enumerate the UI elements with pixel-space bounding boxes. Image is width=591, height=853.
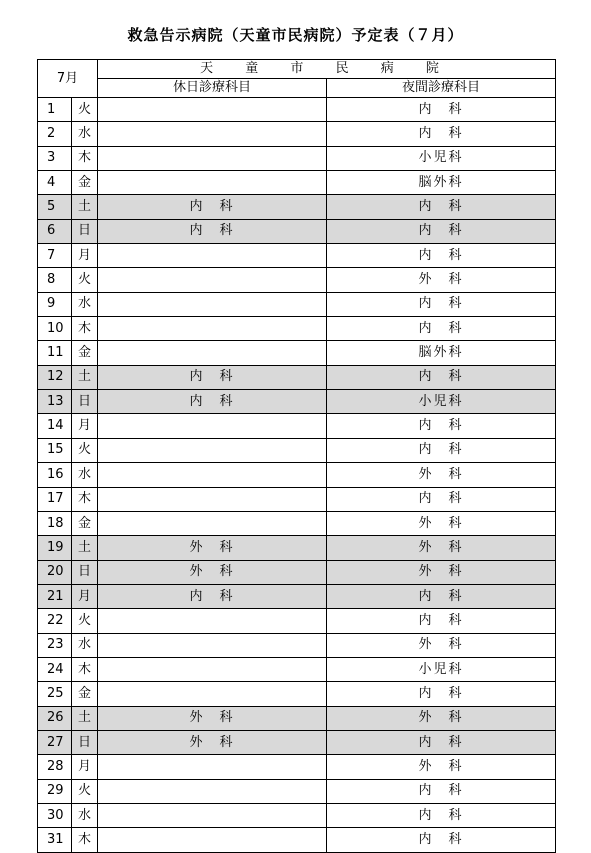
- weekday-cell: 木: [72, 317, 98, 341]
- weekday-cell: 水: [72, 122, 98, 146]
- night-dept-cell: 外 科: [327, 268, 556, 292]
- weekday-cell: 木: [72, 657, 98, 681]
- weekday-cell: 月: [72, 755, 98, 779]
- night-dept-cell: 外 科: [327, 706, 556, 730]
- day-cell: 27: [38, 730, 72, 754]
- table-row: [38, 219, 556, 243]
- weekday-cell: 土: [72, 706, 98, 730]
- weekday-cell: 金: [72, 511, 98, 535]
- day-cell: 22: [38, 609, 72, 633]
- table-row: [38, 487, 556, 511]
- page-title: 救急告示病院（天童市民病院）予定表（７月）: [127, 26, 464, 44]
- schedule-body: [38, 60, 556, 853]
- table-row: [38, 584, 556, 608]
- table-row: [38, 657, 556, 681]
- day-cell: 23: [38, 633, 72, 657]
- night-dept-cell: 外 科: [327, 755, 556, 779]
- day-cell: 20: [38, 560, 72, 584]
- holiday-dept-cell: [98, 511, 327, 535]
- holiday-dept-cell: [98, 317, 327, 341]
- weekday-cell: 水: [72, 463, 98, 487]
- night-dept-cell: 内 科: [327, 779, 556, 803]
- night-dept-cell: 内 科: [327, 487, 556, 511]
- weekday-cell: 土: [72, 365, 98, 389]
- day-cell: 11: [38, 341, 72, 365]
- night-dept-cell: 内 科: [327, 682, 556, 706]
- weekday-cell: 木: [72, 487, 98, 511]
- table-row: [38, 730, 556, 754]
- holiday-dept-cell: [98, 438, 327, 462]
- day-cell: 6: [38, 219, 72, 243]
- table-row: [38, 609, 556, 633]
- holiday-dept-cell: 外 科: [98, 730, 327, 754]
- day-cell: 9: [38, 292, 72, 316]
- table-row: [38, 511, 556, 535]
- day-cell: 5: [38, 195, 72, 219]
- night-dept-cell: 内 科: [327, 365, 556, 389]
- day-cell: 17: [38, 487, 72, 511]
- night-column-header: 夜間診療科目: [327, 79, 556, 98]
- table-row: [38, 171, 556, 195]
- night-dept-cell: 内 科: [327, 122, 556, 146]
- holiday-dept-cell: 内 科: [98, 219, 327, 243]
- night-dept-cell: 外 科: [327, 536, 556, 560]
- table-row: [38, 414, 556, 438]
- table-row: [38, 560, 556, 584]
- table-row: [38, 317, 556, 341]
- table-row: [38, 682, 556, 706]
- hospital-header: [98, 60, 556, 79]
- day-cell: 29: [38, 779, 72, 803]
- day-cell: 3: [38, 146, 72, 170]
- night-dept-cell: 内 科: [327, 98, 556, 122]
- holiday-dept-cell: [98, 146, 327, 170]
- weekday-cell: 金: [72, 171, 98, 195]
- day-cell: 19: [38, 536, 72, 560]
- weekday-cell: 日: [72, 560, 98, 584]
- weekday-cell: 日: [72, 219, 98, 243]
- day-cell: 26: [38, 706, 72, 730]
- weekday-cell: 日: [72, 730, 98, 754]
- holiday-dept-cell: 内 科: [98, 584, 327, 608]
- night-dept-cell: 内 科: [327, 219, 556, 243]
- holiday-dept-cell: 外 科: [98, 706, 327, 730]
- day-cell: 13: [38, 390, 72, 414]
- weekday-cell: 火: [72, 779, 98, 803]
- table-row: [38, 438, 556, 462]
- weekday-cell: 木: [72, 828, 98, 852]
- night-dept-cell: 小児科: [327, 146, 556, 170]
- holiday-dept-cell: [98, 609, 327, 633]
- weekday-cell: 土: [72, 536, 98, 560]
- table-row: [38, 463, 556, 487]
- weekday-cell: 水: [72, 803, 98, 827]
- day-cell: 16: [38, 463, 72, 487]
- header-row-hospital: [38, 60, 556, 79]
- holiday-dept-cell: [98, 122, 327, 146]
- table-row: [38, 828, 556, 852]
- holiday-dept-cell: 内 科: [98, 390, 327, 414]
- holiday-dept-cell: [98, 487, 327, 511]
- night-dept-cell: 外 科: [327, 560, 556, 584]
- night-dept-cell: 外 科: [327, 511, 556, 535]
- weekday-cell: 火: [72, 98, 98, 122]
- night-dept-cell: 内 科: [327, 609, 556, 633]
- weekday-cell: 火: [72, 268, 98, 292]
- schedule-table: [37, 59, 556, 853]
- holiday-dept-cell: [98, 682, 327, 706]
- night-dept-cell: 内 科: [327, 292, 556, 316]
- night-dept-cell: 内 科: [327, 584, 556, 608]
- holiday-dept-cell: [98, 268, 327, 292]
- night-dept-cell: 内 科: [327, 414, 556, 438]
- weekday-cell: 月: [72, 584, 98, 608]
- weekday-cell: 火: [72, 609, 98, 633]
- table-row: [38, 706, 556, 730]
- holiday-dept-cell: [98, 657, 327, 681]
- holiday-dept-cell: [98, 292, 327, 316]
- table-row: [38, 390, 556, 414]
- night-dept-cell: 小児科: [327, 657, 556, 681]
- holiday-dept-cell: [98, 803, 327, 827]
- hospital-name: 天 童 市 民 病 院: [200, 61, 453, 76]
- table-row: [38, 244, 556, 268]
- day-cell: 4: [38, 171, 72, 195]
- night-dept-cell: 脳外科: [327, 171, 556, 195]
- holiday-column-header: 休日診療科目: [98, 79, 327, 98]
- table-row: [38, 292, 556, 316]
- holiday-dept-cell: [98, 414, 327, 438]
- table-row: [38, 803, 556, 827]
- weekday-cell: 金: [72, 682, 98, 706]
- day-cell: 1: [38, 98, 72, 122]
- holiday-dept-cell: 内 科: [98, 365, 327, 389]
- holiday-dept-cell: [98, 755, 327, 779]
- holiday-dept-cell: 外 科: [98, 536, 327, 560]
- holiday-dept-cell: [98, 633, 327, 657]
- holiday-dept-cell: 外 科: [98, 560, 327, 584]
- day-cell: 12: [38, 365, 72, 389]
- table-row: [38, 195, 556, 219]
- holiday-dept-cell: [98, 828, 327, 852]
- month-header: 7月: [38, 60, 98, 98]
- weekday-cell: 火: [72, 438, 98, 462]
- table-row: [38, 365, 556, 389]
- day-cell: 18: [38, 511, 72, 535]
- day-cell: 31: [38, 828, 72, 852]
- table-row: [38, 98, 556, 122]
- holiday-dept-cell: [98, 171, 327, 195]
- weekday-cell: 金: [72, 341, 98, 365]
- table-row: [38, 146, 556, 170]
- night-dept-cell: 外 科: [327, 463, 556, 487]
- day-cell: 24: [38, 657, 72, 681]
- weekday-cell: 水: [72, 633, 98, 657]
- night-dept-cell: 内 科: [327, 803, 556, 827]
- day-cell: 30: [38, 803, 72, 827]
- night-dept-cell: 外 科: [327, 633, 556, 657]
- weekday-cell: 月: [72, 244, 98, 268]
- holiday-dept-cell: [98, 463, 327, 487]
- table-row: [38, 122, 556, 146]
- holiday-dept-cell: 内 科: [98, 195, 327, 219]
- table-row: [38, 268, 556, 292]
- day-cell: 25: [38, 682, 72, 706]
- day-cell: 14: [38, 414, 72, 438]
- night-dept-cell: 内 科: [327, 730, 556, 754]
- holiday-dept-cell: [98, 341, 327, 365]
- table-row: [38, 633, 556, 657]
- night-dept-cell: 内 科: [327, 317, 556, 341]
- day-cell: 8: [38, 268, 72, 292]
- table-row: [38, 341, 556, 365]
- holiday-dept-cell: [98, 244, 327, 268]
- day-cell: 2: [38, 122, 72, 146]
- day-cell: 15: [38, 438, 72, 462]
- weekday-cell: 土: [72, 195, 98, 219]
- weekday-cell: 日: [72, 390, 98, 414]
- night-dept-cell: 小児科: [327, 390, 556, 414]
- table-row: [38, 779, 556, 803]
- day-cell: 21: [38, 584, 72, 608]
- holiday-dept-cell: [98, 98, 327, 122]
- holiday-dept-cell: [98, 779, 327, 803]
- weekday-cell: 水: [72, 292, 98, 316]
- table-row: [38, 536, 556, 560]
- night-dept-cell: 内 科: [327, 438, 556, 462]
- table-row: [38, 755, 556, 779]
- night-dept-cell: 内 科: [327, 244, 556, 268]
- day-cell: 7: [38, 244, 72, 268]
- weekday-cell: 月: [72, 414, 98, 438]
- header-row-columns: [38, 79, 556, 98]
- day-cell: 10: [38, 317, 72, 341]
- night-dept-cell: 内 科: [327, 828, 556, 852]
- night-dept-cell: 内 科: [327, 195, 556, 219]
- night-dept-cell: 脳外科: [327, 341, 556, 365]
- day-cell: 28: [38, 755, 72, 779]
- weekday-cell: 木: [72, 146, 98, 170]
